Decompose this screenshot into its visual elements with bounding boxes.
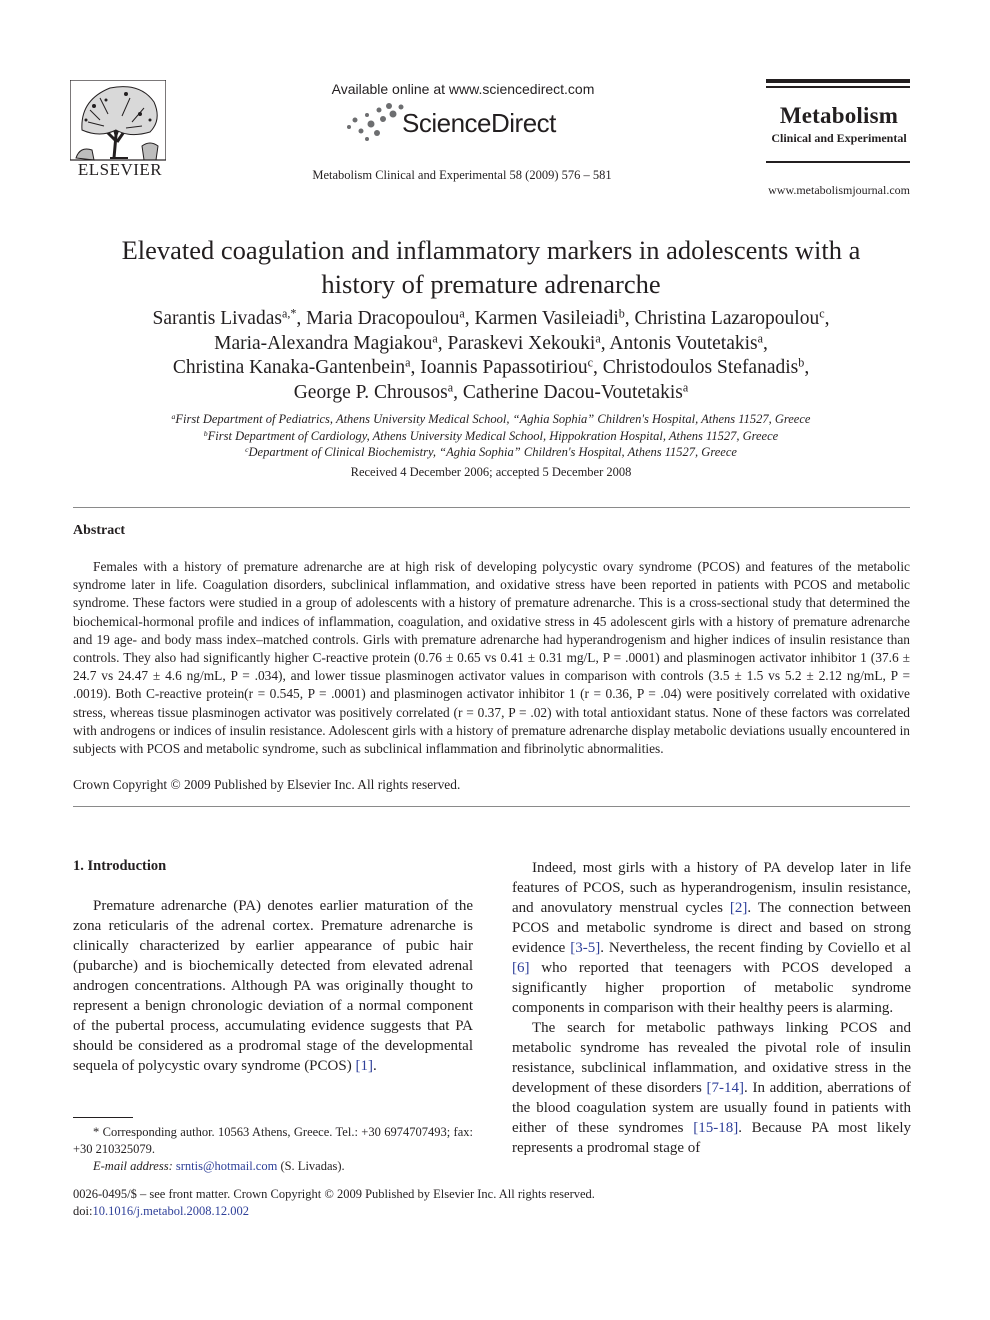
journal-url-link[interactable]: www.metabolismjournal.com [768, 183, 910, 197]
section-heading-introduction: 1. Introduction [73, 858, 167, 874]
author-separator: , [804, 357, 810, 378]
email-label: E-mail address: [93, 1159, 173, 1173]
journal-name: Metabolism [779, 103, 899, 128]
paragraph-text: Indeed, most girls with a history of PA develop later in life features of PCOS, such as hyperandrogenism, insulin resistance, and anovulatory menstrual cycles [512, 860, 911, 916]
paragraph-text: Premature adrenarche (PA) denotes earlier maturation of the zona reticularis of the adrenal cortex. Premature adrenarche is clinically characterized by earlier appearance of pubic hair (pubarche) and is biochemically detected from elevated adrenal androgen concentrations. Although PA was originally thought to represent a benign chronologic deviation of a normal component of the pubertal process, accumulating evidence suggests that PA should be considered as a prodromal stage of the developmental sequela of polycystic ovary syndrome (PCOS) [73, 898, 473, 1074]
paragraph-text: . Because PA most likely represents a prodromal stage of [512, 1120, 911, 1156]
author-name[interactable]: Antonis Voutetakis [609, 332, 758, 354]
article-title [70, 233, 912, 301]
reference-link[interactable]: [15-18] [693, 1120, 739, 1136]
author-affiliation-marker: b [798, 355, 805, 370]
abstract-body: Females with a history of premature adrenarche are at high risk of developing polycystic ovary syndrome (PCOS) and features of the metabolic syndrome later in life. Coagulation disorders, subclinical inflammation, and oxidative stress have been reported in patients with PCOS and metabolic syndrome. These factors were studied in a group of adolescents with a history of premature adrenarche. This is a cross-sectional study that determined the biochemical-hormonal profile and indices of inflammation, coagulation, and oxidative stress in 45 adolescent girls with a history of premature adrenarche and 19 age- and body mass index–matched controls. Girls with premature adrenarche had hyperandrogenism and higher indices of insulin resistance than controls. They also had significantly higher C-reactive protein (0.76 ± 0.65 vs 0.41 ± 0.31 mg/L, P = .0001) and plasminogen activator inhibitor 1 (37.6 ± 24.7 vs 24.47 ± 4.6 ng/mL, P = .034), and lower tissue plasminogen activator values in comparison with controls (3.5 ± 1.5 vs 5.2 ± 2.12 ng/mL, P = .0019). Both C-reactive protein(r = 0.545, P = .0001) and plasminogen activator inhibitor 1 (r = 0.36, P = .04) were positively correlated with oxidative stress, whereas tissue plasminogen activator was positively correlated (r = 0.37, P = .02) with total antioxidant status. None of these factors was correlated with androgens or indices of insulin resistance. Adolescent girls with a history of premature adrenarche display metabolic deviations usually encountered in subjects with PCOS and metabolic syndrome, such as subclinical inflammation and fibrinolytic abnormalities. [73, 559, 910, 757]
title-line-1: Elevated coagulation and inflammatory markers in adolescents with a [121, 235, 861, 265]
author-affiliation-marker: a [447, 379, 454, 394]
received-dates: Received 4 December 2006; accepted 5 December 2008 [350, 465, 632, 479]
abstract-top-divider [73, 507, 910, 508]
issn-line: 0026-0495/$ – see front matter. Crown Copyright © 2009 Published by Elsevier Inc. All rights reserved. [73, 1187, 595, 1201]
affiliation-marker: b [203, 428, 208, 438]
affiliation-text: First Department of Cardiology, Athens University Medical School, Hippokration Hospital, Athens 11527, Greece [207, 429, 779, 443]
affiliation-a [70, 412, 912, 427]
author-name[interactable]: Ioannis Papassotiriou [420, 357, 588, 378]
affiliation-text: First Department of Pediatrics, Athens University Medical School, “Aghia Sophia” Children's Hospital, Athens 11527, Greece [175, 412, 811, 426]
author-name[interactable]: Christodoulos Stefanadis [602, 357, 799, 378]
author-affiliation-marker: a,* [281, 306, 297, 321]
email-suffix: (S. Livadas). [280, 1159, 345, 1173]
author-separator: , [296, 308, 307, 329]
masthead-rule-top [766, 79, 910, 83]
paragraph-text: who reported that teenagers with PCOS developed a significantly higher proportion of metabolic syndrome components in comparison with their healthy peers is alarming. [512, 960, 912, 1016]
publisher-name: ELSEVIER [77, 160, 163, 179]
author-name[interactable]: Maria Dracopoulou [306, 308, 460, 329]
author-affiliation-marker: c [587, 355, 593, 370]
doi-link[interactable]: 10.1016/j.metabol.2008.12.002 [92, 1204, 250, 1218]
author-name[interactable]: George P. Chrousos [293, 381, 448, 403]
intro-right-column [512, 858, 911, 1158]
author-affiliation-marker: c [819, 306, 825, 321]
paragraph-text: The search for metabolic pathways linking PCOS and metabolic syndrome has revealed the pivotal role of insulin resistance, subclinical inflammation, and oxidative stress in the development of these disorders [512, 1020, 911, 1096]
intro-paragraph [512, 858, 911, 1018]
sciencedirect-wordmark[interactable]: ScienceDirect [402, 108, 556, 138]
author-affiliation-marker: a [757, 330, 763, 345]
author-name[interactable]: Karmen Vasileiadi [474, 308, 619, 329]
author-list [70, 307, 912, 405]
author-name[interactable]: Sarantis Livadas [152, 308, 282, 329]
doi-line [73, 1204, 249, 1219]
author-separator: , [824, 308, 830, 329]
intro-paragraph [512, 1018, 911, 1158]
masthead-rule-bottom [766, 161, 910, 163]
author-line [70, 307, 912, 332]
author-line [70, 332, 912, 357]
reference-link[interactable]: [2] [729, 900, 748, 916]
abstract-bottom-divider [73, 806, 910, 807]
email-note [73, 1158, 473, 1175]
journal-citation: Metabolism Clinical and Experimental 58 (2009) 576 – 581 [312, 168, 612, 182]
author-name[interactable]: Christina Lazaropoulou [634, 308, 820, 329]
paragraph-text: . Nevertheless, the recent finding by Coviello et al [600, 940, 912, 956]
available-online-text[interactable]: Available online at www.sciencedirect.com [331, 81, 595, 97]
author-affiliation-marker: b [618, 306, 625, 321]
intro-left-paragraph: Premature adrenarche (PA) denotes earlier maturation of the zona reticularis of the adrenal cortex. Premature adrenarche is clinically characterized by earlier appearance of pubic hair (pubarche) and is biochemically detected from elevated adrenal androgen concentrations. Although PA was originally thought to represent a benign chronologic deviation of a normal component of the pubertal process, accumulating evidence suggests that PA should be considered as a prodromal stage of the developmental sequela of polycystic ovary syndrome (PCOS) [1]. [73, 898, 473, 1074]
reference-link[interactable]: [6] [512, 960, 530, 976]
affiliation-text: Department of Clinical Biochemistry, “Aghia Sophia” Children's Hospital, Athens 11527, Greece [248, 445, 737, 459]
reference-link[interactable]: [7-14] [706, 1080, 745, 1096]
corresponding-author-note: * Corresponding author. 10563 Athens, Greece. Tel.: +30 6974707493; fax: +30 210325079. [73, 1125, 473, 1156]
masthead-rule-thin [766, 86, 910, 88]
author-name[interactable]: Paraskevi Xekouki [447, 332, 596, 354]
author-affiliation-marker: a [682, 379, 689, 394]
doi-label: doi: [73, 1204, 93, 1218]
paragraph-text: . In addition, aberrations of the blood coagulation system are usually found in patients with either of these syndromes [512, 1080, 912, 1136]
author-separator: , [437, 332, 448, 354]
author-separator: , [464, 308, 475, 329]
author-name[interactable]: Christina Kanaka-Gantenbein [172, 357, 406, 378]
affiliation-marker: c [245, 444, 249, 454]
affiliation-b [70, 429, 912, 444]
abstract-heading: Abstract [73, 523, 126, 538]
author-separator: , [453, 381, 463, 403]
journal-subtitle: Clinical and Experimental [771, 131, 907, 145]
author-name[interactable]: Catherine Dacou-Voutetakis [462, 381, 683, 403]
author-line [70, 356, 912, 381]
reference-link[interactable]: [3-5] [570, 940, 601, 956]
footnote-rule [73, 1117, 133, 1118]
author-name[interactable]: Maria-Alexandra Magiakou [214, 332, 433, 354]
author-separator: , [763, 332, 768, 354]
author-affiliation-marker: a [459, 306, 465, 321]
author-affiliation-marker: a [432, 330, 438, 345]
author-separator: , [624, 308, 635, 329]
abstract-copyright: Crown Copyright © 2009 Published by Elsevier Inc. All rights reserved. [73, 777, 461, 792]
author-separator: , [410, 357, 421, 378]
author-separator: , [600, 332, 610, 354]
affiliation-c [70, 445, 912, 460]
author-line [70, 381, 912, 406]
author-separator: , [592, 357, 603, 378]
reference-link[interactable]: [1] [355, 1058, 373, 1074]
paragraph-text: . The connection between PCOS and metabolic syndrome is direct and based on strong evidence [512, 900, 911, 956]
affiliation-marker: a [171, 411, 176, 421]
email-link[interactable]: srntis@hotmail.com [175, 1159, 278, 1173]
author-affiliation-marker: a [405, 355, 411, 370]
title-line-2: history of premature adrenarche [321, 269, 661, 299]
author-affiliation-marker: a [595, 330, 601, 345]
